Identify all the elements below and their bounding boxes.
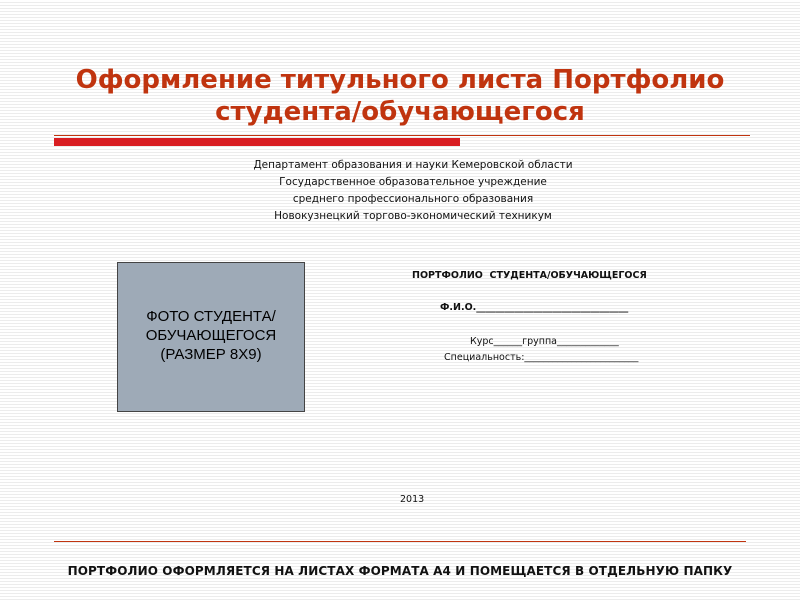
photo-placeholder: [117, 262, 305, 412]
slide-title: [40, 64, 760, 128]
slide-title-line-1: Оформление титульного листа Портфолио: [75, 65, 725, 95]
organization-header: [0, 157, 800, 225]
organization-line-3: среднего профессионального образования: [292, 193, 534, 205]
title-accent-bar: [54, 138, 460, 146]
year-label: 2013: [400, 494, 425, 505]
photo-placeholder-text: ФОТО СТУДЕНТА/ ОБУЧАЮЩЕГОСЯ (РАЗМЕР 8Х9): [145, 307, 277, 363]
portfolio-heading: ПОРТФОЛИО СТУДЕНТА/ОБУЧАЮЩЕГОСЯ: [412, 270, 647, 281]
slide-title-line-2: студента/обучающегося: [215, 97, 585, 127]
specialty-field-line: Специальность:________________________: [444, 352, 639, 363]
organization-line-2: Государственное образовательное учреждение: [279, 176, 547, 188]
title-divider-thin: [54, 135, 750, 136]
footer-divider: [54, 541, 746, 542]
organization-line-4: Новокузнецкий торгово-экономический техникум: [274, 210, 552, 222]
course-group-field-line: Курс______группа_____________: [470, 336, 619, 347]
footer-note: ПОРТФОЛИО ОФОРМЛЯЕТСЯ НА ЛИСТАХ ФОРМАТА А4 И ПОМЕЩАЕТСЯ В ОТДЕЛЬНУЮ ПАПКУ: [67, 564, 733, 578]
fio-field-line: Ф.И.О.________________________________: [440, 302, 629, 313]
organization-line-1: Департамент образования и науки Кемеровской области: [253, 159, 573, 171]
